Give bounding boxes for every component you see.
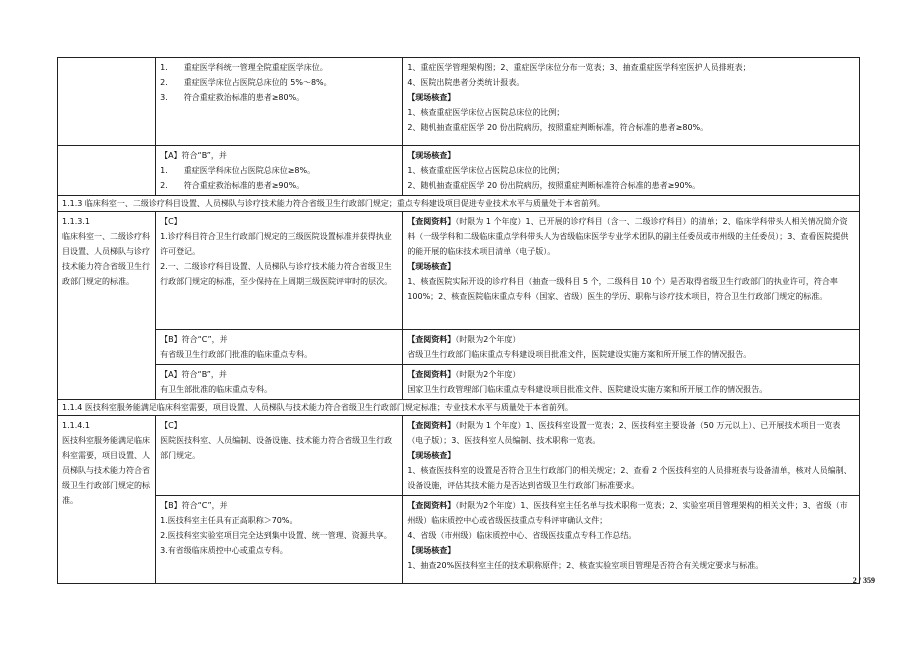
site-check-label: 【现场核查】 xyxy=(407,262,456,271)
doc-check-text: （时限为 1 个年度）1、医技科室设置一览表；2、医技科室主要设备（50 万元以上）、已开展技术项目一览表（电子版）；3、医技科室人员编制、技术职称一览表。 xyxy=(407,421,841,445)
code-cell xyxy=(58,58,156,146)
standard-cell xyxy=(156,365,403,400)
page-number: 2 / 359 xyxy=(852,576,875,585)
standard-cell xyxy=(156,496,403,584)
standard-line: 有省级卫生行政部门批准的临床重点专科。 xyxy=(160,350,313,359)
standard-line: 有卫生部批准的临床重点专科。 xyxy=(160,385,273,394)
section-heading: 1.1.4 医技科室服务能满足临床科室需要，项目设置、人员梯队与技术能力符合省级卫生行政部门规定标准；专业技术水平与质量处于本省前列。 xyxy=(58,400,860,416)
check-line: 4、医院出院患者分类统计报表。 xyxy=(407,78,525,87)
check-cell xyxy=(403,365,860,400)
site-check-label: 【现场核查】 xyxy=(407,546,456,555)
section-row xyxy=(58,196,860,212)
standards-table xyxy=(57,57,860,584)
doc-check-period: （时限为2个年度） xyxy=(455,370,521,379)
standard-line: 2. 符合重症救治标准的患者≥90%。 xyxy=(160,181,305,190)
standard-line: 2.一、二级诊疗科目设置、人员梯队与诊疗技术能力符合省级卫生行政部门规定的标准，至少保持在上周期三级医院评审时的层次。 xyxy=(160,262,393,286)
standard-line: 2. 重症医学床位占医院总床位的 5%～8%。 xyxy=(160,78,332,87)
standard-cell xyxy=(156,146,403,196)
table-row xyxy=(58,416,860,496)
table-row xyxy=(58,330,860,365)
doc-check-text: 4、省级（市州级）临床质控中心、省级医技重点专科工作总结。 xyxy=(407,531,637,540)
check-cell xyxy=(403,416,860,496)
standard-line: 1. 重症医学科统一管理全院重症医学床位。 xyxy=(160,63,328,72)
standard-line: 1. 重症医学科床位占医院总床位≥8%。 xyxy=(160,166,316,175)
standard-cell xyxy=(156,212,403,330)
table-row xyxy=(58,212,860,330)
check-cell xyxy=(403,330,860,365)
code-cell xyxy=(58,416,156,584)
doc-check-text: 国家卫生行政管理部门临床重点专科建设项目批准文件、医院建设实施方案和所开展工作的情况报告。 xyxy=(407,385,768,394)
site-check-label: 【现场核查】 xyxy=(407,93,456,102)
site-line: 1、核查重症医学床位占医院总床位的比例； xyxy=(407,166,565,175)
site-check-text: 1、核查医院实际开设的诊疗科目（抽查一级科目 5 个，二级科目 10 个）是否取得省级卫生行政部门的执业许可，符合率 100%；2、核查医院临床重点专科（国家、省级）医生的学历、职称与诊疗技术项目，符合卫生行政部门规定的标准。 xyxy=(407,277,838,301)
grade-label: 【B】符合“C”，并 xyxy=(160,501,228,510)
doc-check-period: （时限为2个年度） xyxy=(455,335,521,344)
grade-label: 【C】 xyxy=(160,217,182,226)
site-check-label: 【现场核查】 xyxy=(407,451,456,460)
code-cell xyxy=(58,146,156,196)
site-line: 2、随机抽查重症医学 20 份出院病历，按照重症判断标准，符合标准的患者≥80%。 xyxy=(407,123,709,132)
code-cell xyxy=(58,212,156,400)
doc-check-text: （时限为2个年度）1、医技科室主任名单与技术职称一览表；2、实验室项目管理架构的相关文件；3、省级（市州级）临床质控中心或省级医技重点专科评审确认文件； xyxy=(407,501,848,525)
site-check-text: 1、核查医技科室的设置是否符合卫生行政部门的相关规定；2、查看 2 个医技科室的人员排班表与设备清单，核对人员编制、设备设施，评估其技术能力是否达到省级卫生行政部门标准要求。 xyxy=(407,466,852,490)
check-cell xyxy=(403,212,860,330)
standard-line: 3.有省级临床质控中心或重点专科。 xyxy=(160,546,288,555)
doc-check-label: 【查阅资料】 xyxy=(407,501,456,510)
standard-cell xyxy=(156,416,403,496)
table-row xyxy=(58,496,860,584)
item-code: 1.1.4.1 xyxy=(62,421,90,430)
doc-check-label: 【查阅资料】 xyxy=(407,217,456,226)
check-cell xyxy=(403,58,860,146)
standard-line: 1.诊疗科目符合卫生行政部门规定的三级医院设置标准并获得执业许可登记。 xyxy=(160,232,392,256)
table-row xyxy=(58,58,860,146)
site-line: 2、随机抽查重症医学 20 份出院病历，按照重症判断标准符合标准的患者≥90%。 xyxy=(407,181,701,190)
standard-line: 1.医技科室主任具有正高职称＞70%。 xyxy=(160,516,298,525)
standard-cell xyxy=(156,330,403,365)
grade-label: 【C】 xyxy=(160,421,182,430)
grade-label: 【A】符合“B”，并 xyxy=(160,370,227,379)
site-check-label: 【现场核查】 xyxy=(407,151,456,160)
doc-check-text: （时限为 1 个年度）1、已开展的诊疗科目（含一、二级诊疗科目）的清单；2、临床学科带头人相关情况简介资料（一级学科和二级临床重点学科带头人为省级临床医学专业学术团队的副主任委员或市州级的主任委员）；3、查看医院提供的能开展的临床技术项目清单（电子版）。 xyxy=(407,217,849,256)
doc-check-text: 省级卫生行政部门临床重点专科建设项目批准文件，医院建设实施方案和所开展工作的情况报告。 xyxy=(407,350,752,359)
grade-label: 【B】符合“C”，并 xyxy=(160,335,228,344)
table-row xyxy=(58,365,860,400)
item-description: 医技科室服务能满足临床科室需要，项目设置、人员梯队与技术能力符合省级卫生行政部门规定的标准。 xyxy=(62,436,150,505)
table-row xyxy=(58,146,860,196)
grade-label: 【A】符合“B”，并 xyxy=(160,151,227,160)
site-check-text: 1、抽查20%医技科室主任的技术职称原件；2、核查实验室项目管理是否符合有关规定要求与标准。 xyxy=(407,561,764,570)
check-line: 1、重症医学管理架构图；2、重症医学床位分布一览表；3、抽查重症医学科室医护人员排班表； xyxy=(407,63,751,72)
item-description: 临床科室一、二级诊疗科目设置、人员梯队与诊疗技术能力符合省级卫生行政部门规定的标准。 xyxy=(62,232,150,286)
check-cell xyxy=(403,496,860,584)
doc-check-label: 【查阅资料】 xyxy=(407,421,456,430)
doc-check-label: 【查阅资料】 xyxy=(407,335,456,344)
doc-check-label: 【查阅资料】 xyxy=(407,370,456,379)
standard-cell xyxy=(156,58,403,146)
standard-line: 3. 符合重症救治标准的患者≥80%。 xyxy=(160,93,305,102)
item-code: 1.1.3.1 xyxy=(62,217,90,226)
section-heading: 1.1.3 临床科室一、二级诊疗科目设置、人员梯队与诊疗技术能力符合省级卫生行政部门规定；重点专科建设项目促进专业技术水平与质量处于本省前列。 xyxy=(58,196,860,212)
standard-line: 医院医技科室、人员编制、设备设施、技术能力符合省级卫生行政部门规定。 xyxy=(160,436,393,460)
section-row xyxy=(58,400,860,416)
site-line: 1、核查重症医学床位占医院总床位的比例； xyxy=(407,108,565,117)
check-cell xyxy=(403,146,860,196)
standard-line: 2.医技科室实验室项目完全达到集中设置、统一管理、资源共享。 xyxy=(160,531,392,540)
